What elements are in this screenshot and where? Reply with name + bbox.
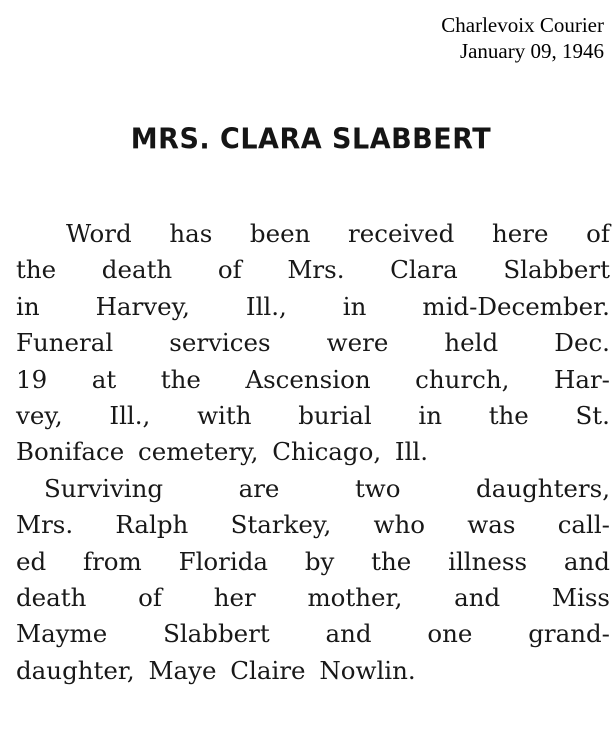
source-citation	[441, 12, 604, 64]
paragraph-1-line: Word has been received here of	[66, 219, 610, 248]
paragraph-2-line: daughter, Maye Claire Nowlin.	[16, 655, 416, 685]
paragraph-2-line: Mayme Slabbert and one grand-	[16, 619, 610, 649]
article-headline: MRS. CLARA SLABBERT	[130, 123, 492, 156]
newspaper-name: Charlevoix Courier	[441, 13, 604, 37]
paragraph-1-line: Funeral services were held Dec.	[16, 328, 610, 358]
paragraph-1-line: Boniface cemetery, Chicago, Ill.	[16, 437, 429, 467]
paragraph-1-line: 19 at the Ascension church, Har-	[16, 364, 610, 394]
publication-date: January 09, 1946	[459, 39, 604, 63]
paragraph-2-line: death of her mother, and Miss	[16, 582, 610, 612]
paragraph-2-line: Mrs. Ralph Starkey, who was call-	[16, 510, 610, 540]
article-body	[16, 216, 610, 689]
paragraph-2-line: ed from Florida by the illness and	[16, 546, 610, 576]
paragraph-2-line: Surviving are two daughters,	[44, 473, 610, 503]
paragraph-1-line: the death of Mrs. Clara Slabbert	[16, 255, 610, 285]
paragraph-1-line: in Harvey, Ill., in mid-December.	[16, 291, 610, 321]
paragraph-1-line: vey, Ill., with burial in the St.	[16, 400, 610, 430]
